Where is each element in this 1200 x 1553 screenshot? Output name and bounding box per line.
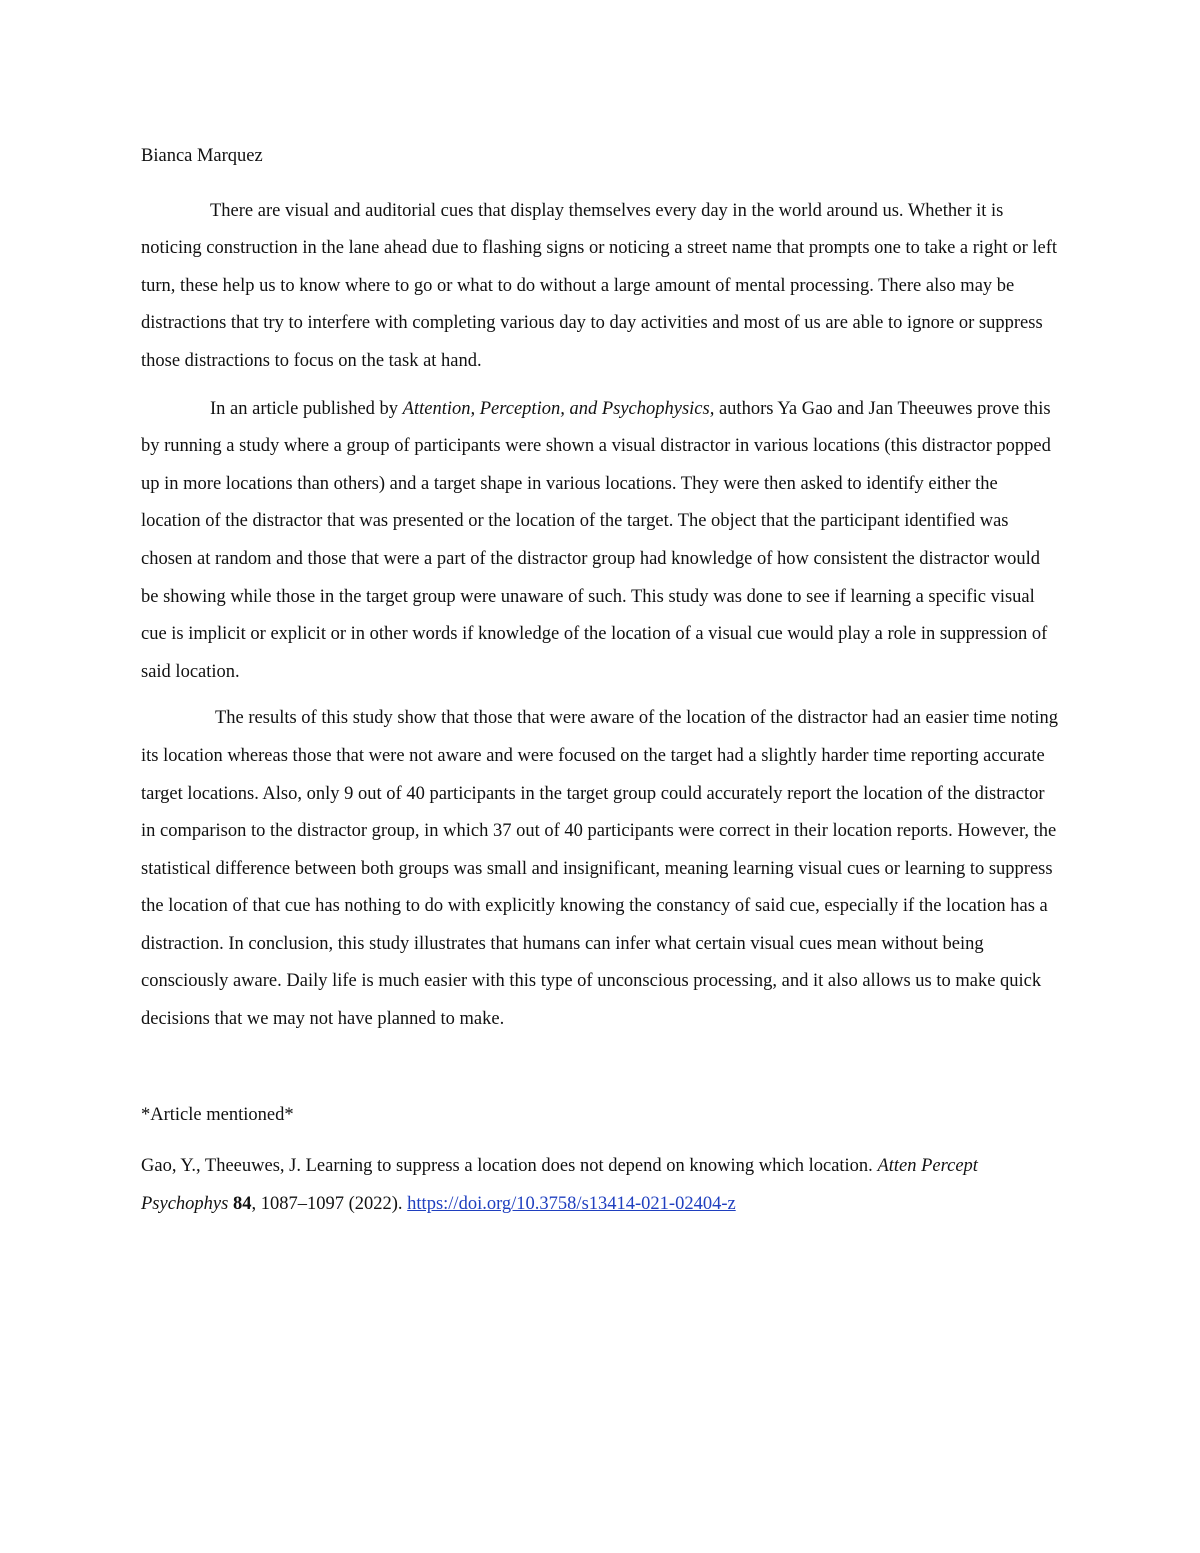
- paragraph-intro: There are visual and auditorial cues that display themselves every day in the world around us. Whether it is noticing construction in the lane ahead due to flashing signs or noticing a street name that prompts one to take a right or left turn, these help us to know where to go or what to do without a large amount of mental processing. There also may be distractions that try to interfere with completing various day to day activities and most of us are able to ignore or suppress those distractions to focus on the task at hand.: [141, 200, 1058, 371]
- author-name: Bianca Marquez: [141, 146, 263, 166]
- citation-authors-title: Gao, Y., Theeuwes, J. Learning to suppress a location does not depend on knowing which location.: [141, 1156, 878, 1177]
- journal-name: Attention, Perception, and Psychophysics,: [402, 398, 715, 419]
- citation-journal: Atten Percept Psychophys: [141, 1156, 978, 1214]
- paragraph-article-summary: [141, 391, 1059, 692]
- document-body: [141, 138, 1059, 1223]
- paragraph-article-summary-body: authors Ya Gao and Jan Theeuwes prove this by running a study where a group of participants were shown a visual distractor in various locations (this distractor popped up in more locations than others) and a target shape in various locations. They were then asked to identify either the location of the distractor that was presented or the location of the target. The object that the participant identified was chosen at random and those that were a part of the distractor group had knowledge of how consistent the distractor would be showing while those in the target group were unaware of such. This study was done to see if learning a specific visual cue is implicit or explicit or in other words if knowledge of the location of a visual cue would play a role in suppression of said location.: [141, 398, 1051, 682]
- citation-volume: 84: [232, 1193, 252, 1214]
- paragraph-results: The results of this study show that those that were aware of the location of the distractor had an easier time noting its location whereas those that were not aware and were focused on the target had a slightly harder time reporting accurate target locations. Also, only 9 out of 40 participants in the target group could accurately report the location of the distractor in comparison to the distractor group, in which 37 out of 40 participants were correct in their location reports. However, the statistical difference between both groups was small and insignificant, meaning learning visual cues or learning to suppress the location of that cue has nothing to do with explicitly knowing the constancy of said cue, especially if the location has a distraction. In conclusion, this study illustrates that humans can infer what certain visual cues mean without being consciously aware. Daily life is much easier with this type of unconscious processing, and it also allows us to make quick decisions that we may not have planned to make.: [141, 708, 1059, 1030]
- reference-heading: *Article mentioned*: [141, 1104, 294, 1125]
- citation: [141, 1148, 1059, 1223]
- paragraph-article-summary-lead: In an article published by: [210, 398, 403, 419]
- doi-link[interactable]: https://doi.org/10.3758/s13414-021-02404-z: [407, 1193, 736, 1214]
- citation-pages-year: , 1087–1097 (2022).: [251, 1193, 408, 1214]
